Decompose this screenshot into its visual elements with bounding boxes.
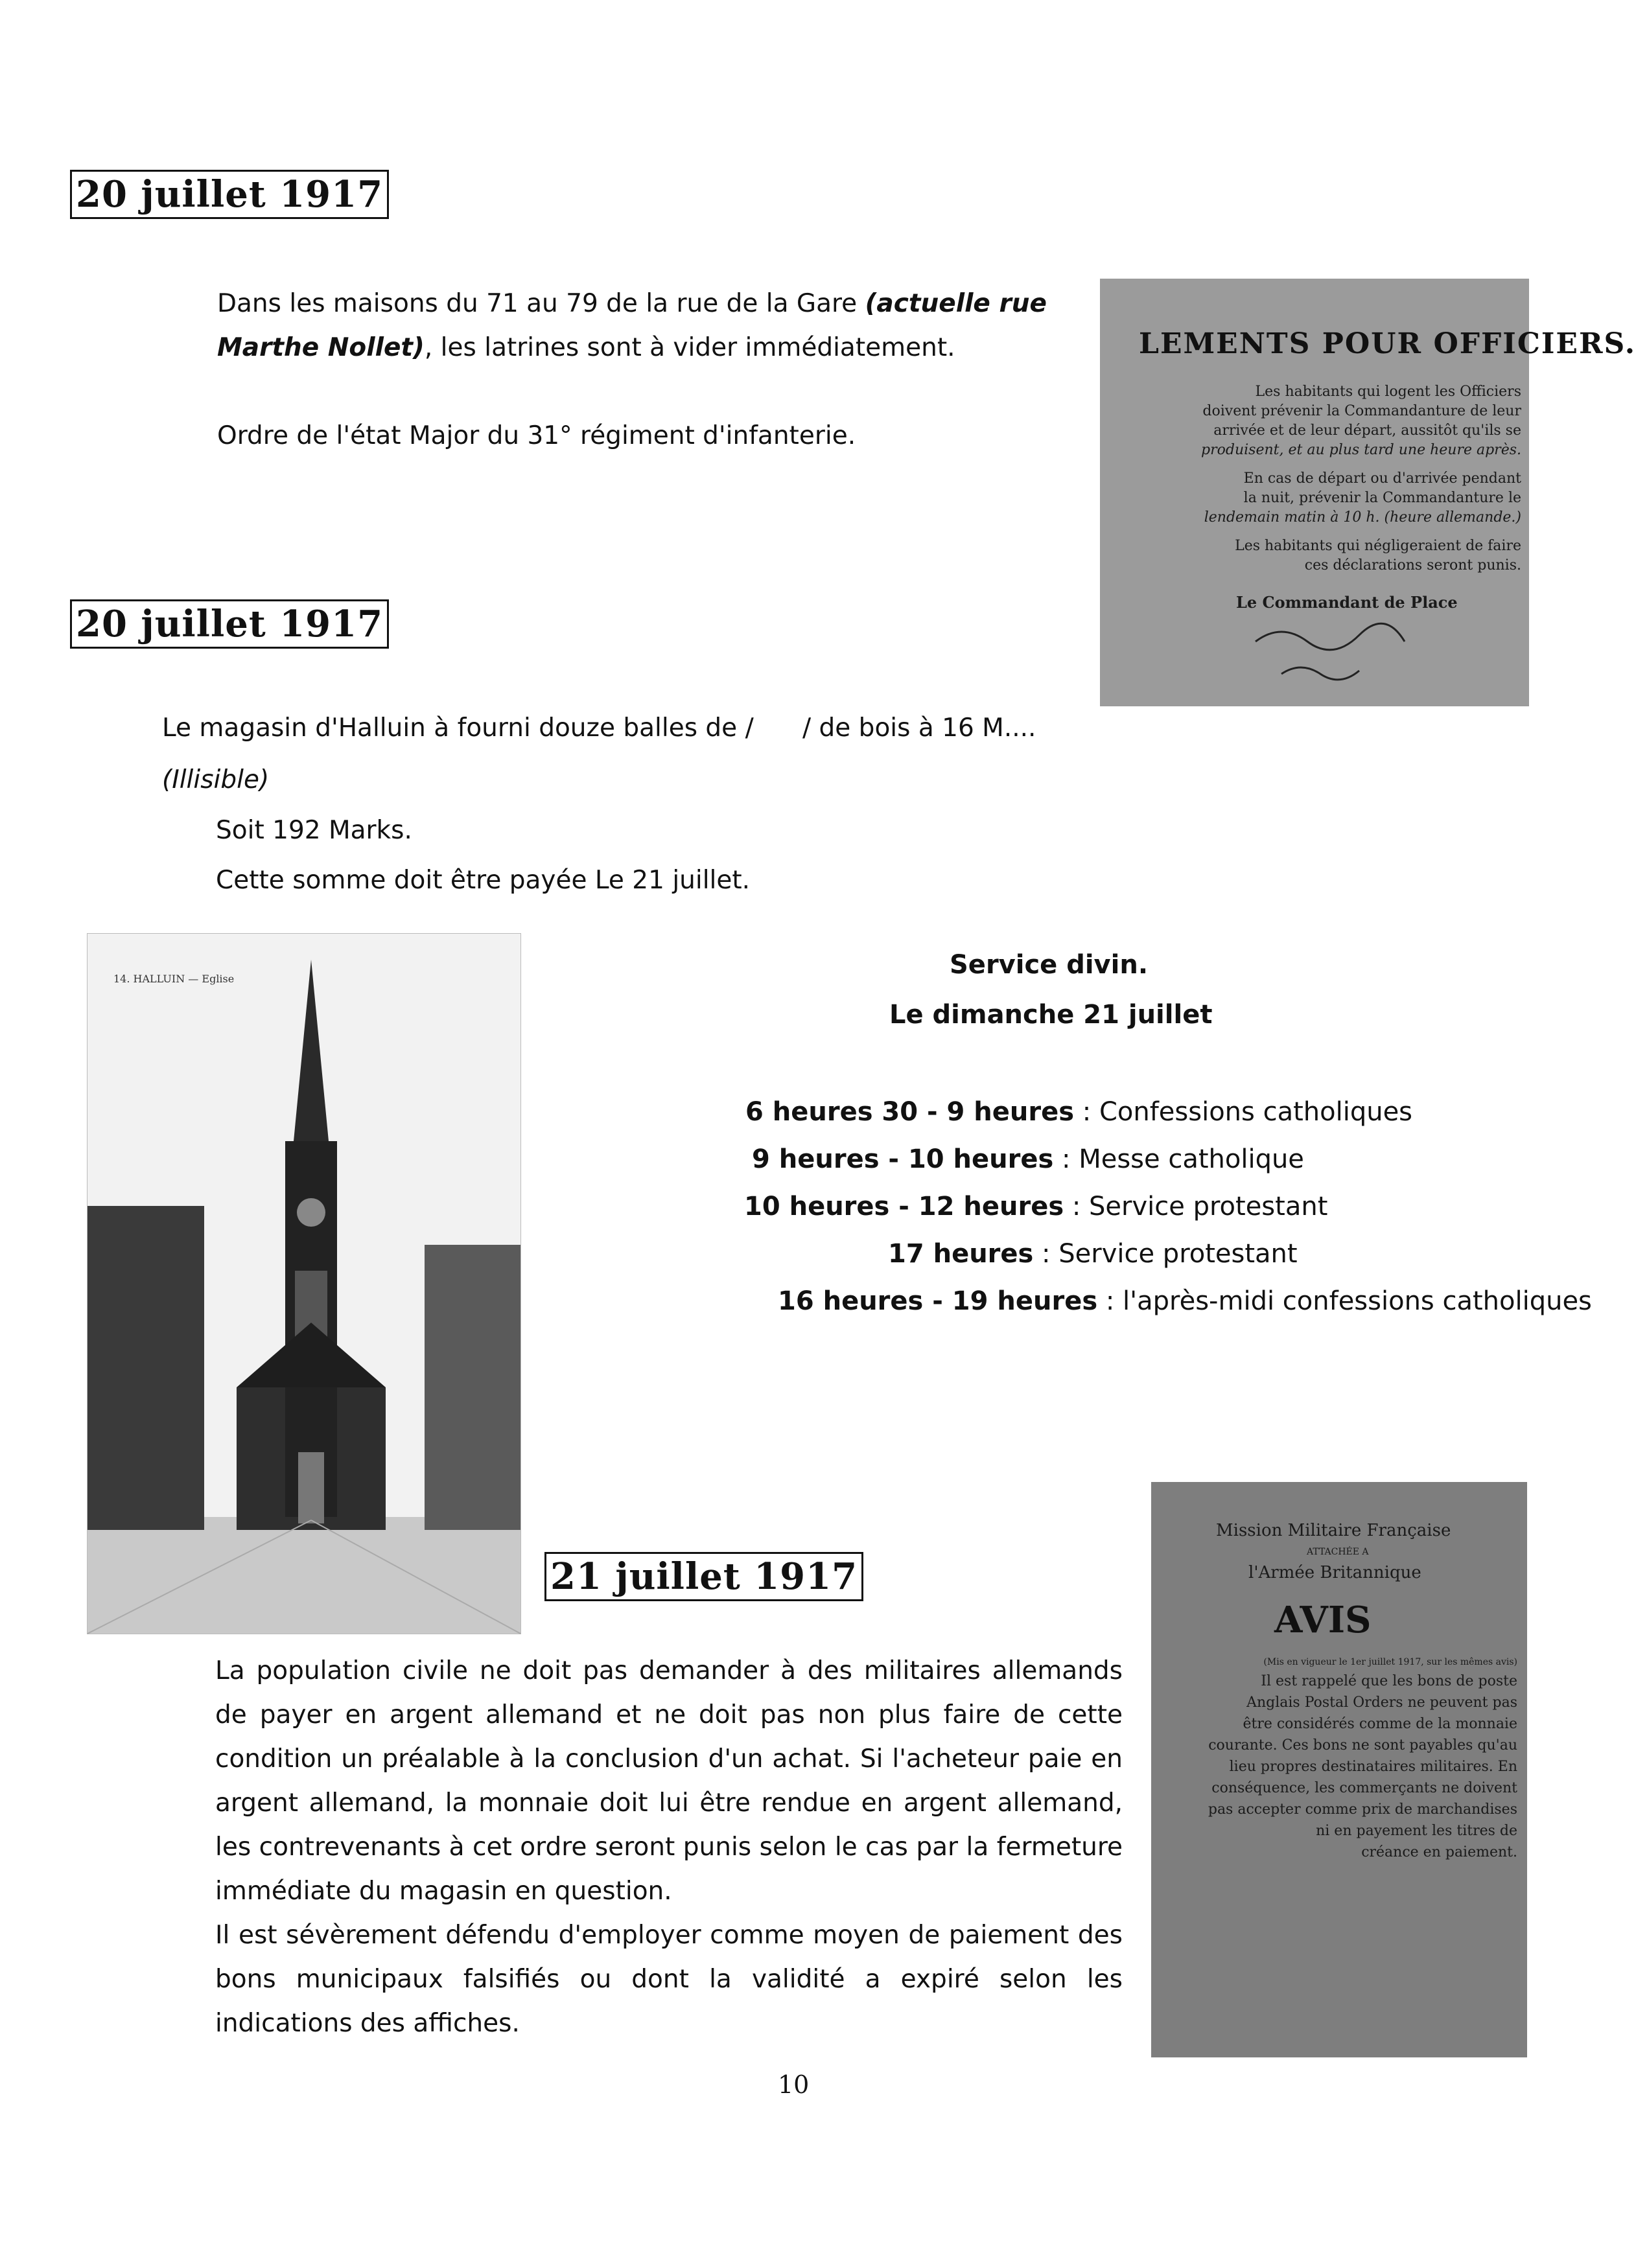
poster-officiers-text: Les habitants qui logent les Officiers doivent prévenir la Commandanture de leur arrivée et de leur départ, aussitôt qu'ils se produisent, et au plus tard une heure après. En cas de départ ou d'arrivée pendant la nuit, prévenir la Commandanture le lendemain matin à 10 h. (heure allemande.) Les habitants qui négligeraient de faire ces déclarations seront punis. <box>1201 384 1521 573</box>
service-subtitle: Le dimanche 21 juillet <box>889 1000 1213 1030</box>
service-schedule-row-2: 9 heures - 10 heures : Messe catholique <box>752 1144 1304 1174</box>
service-schedule-row-4: 17 heures : Service protestant <box>888 1239 1298 1269</box>
section2-total: Soit 192 Marks. <box>216 816 412 845</box>
service-schedule-row-1: 6 heures 30 - 9 heures : Confessions catholiques <box>745 1097 1413 1127</box>
poster-avis-title: AVIS <box>1274 1599 1372 1641</box>
section1-paragraph <box>217 282 1047 458</box>
poster-officiers-signature: Le Commandant de Place <box>1236 593 1458 612</box>
section3-body <box>215 1649 1123 2046</box>
poster-avis-header-2: ATTACHÉE A <box>1307 1547 1369 1557</box>
section2-line1b: / de bois à 16 M.... <box>802 713 1036 743</box>
poster-officiers-title: LEMENTS POUR OFFICIERS. <box>1139 327 1636 360</box>
service-schedule-row-3: 10 heures - 12 heures : Service protestant <box>744 1192 1328 1221</box>
service-title: Service divin. <box>950 950 1149 980</box>
section2-illisible: (Illisible) <box>162 765 270 794</box>
date-heading-2: 20 juillet 1917 <box>70 599 389 649</box>
church-postcard-caption: 14. HALLUIN — Eglise <box>113 973 235 985</box>
poster-avis-text: (Mis en vigueur le 1er juillet 1917, sur les mêmes avis) Il est rappelé que les bons de poste Anglais Postal Orders ne peuvent pas être considérés comme de la monnaie courante. Ces bons ne sont payables qu'au lieu propres destinataires militaires. En conséquence, les commerçants ne doivent pas accepter comme prix de marchandises ni en payement les titres de créance en paiement. <box>1208 1657 1517 1860</box>
poster-avis-image <box>1151 1482 1527 2057</box>
section3-paragraph-2: Il est sévèrement défendu d'employer comme moyen de paiement des bons municipaux falsifiés ou dont la validité a expiré selon les indications des affiches. <box>215 1921 1123 2038</box>
section2-payment: Cette somme doit être payée Le 21 juillet. <box>216 866 751 895</box>
section2-line1a: Le magasin d'Halluin à fourni douze balles de / <box>162 713 754 743</box>
poster-avis-header-3: l'Armée Britannique <box>1248 1563 1421 1582</box>
date-heading-3: 21 juillet 1917 <box>544 1552 863 1601</box>
church-illustration <box>88 934 520 1634</box>
section1-order: Ordre de l'état Major du 31° régiment d'infanterie. <box>217 421 856 450</box>
page-number: 10 <box>778 2070 810 2099</box>
poster-avis-header-1: Mission Militaire Française <box>1216 1521 1451 1540</box>
date-heading-1: 20 juillet 1917 <box>70 170 389 219</box>
church-postcard-image <box>87 933 521 1634</box>
section1-line-1: Dans les maisons du 71 au 79 de la rue de la Gare (actuelle rue <box>217 289 1047 318</box>
section1-line-2: Marthe Nollet), les latrines sont à vider immédiatement. <box>217 333 955 362</box>
section3-paragraph-1: La population civile ne doit pas demander à des militaires allemands de payer en argent allemand et ne doit pas non plus faire de cette condition un préalable à la conclusion d'un achat. Si l'acheteur paie en argent allemand, la monnaie doit lui être rendue en argent allemand, les contrevenants à cet ordre seront punis selon le cas par la fermeture immédiate du magasin en question. <box>215 1656 1123 1906</box>
handwritten-signature-scribble <box>1100 279 1529 706</box>
service-schedule-row-5: 16 heures - 19 heures : l'après-midi confessions catholiques <box>778 1286 1592 1316</box>
poster-officiers-image <box>1100 279 1636 706</box>
